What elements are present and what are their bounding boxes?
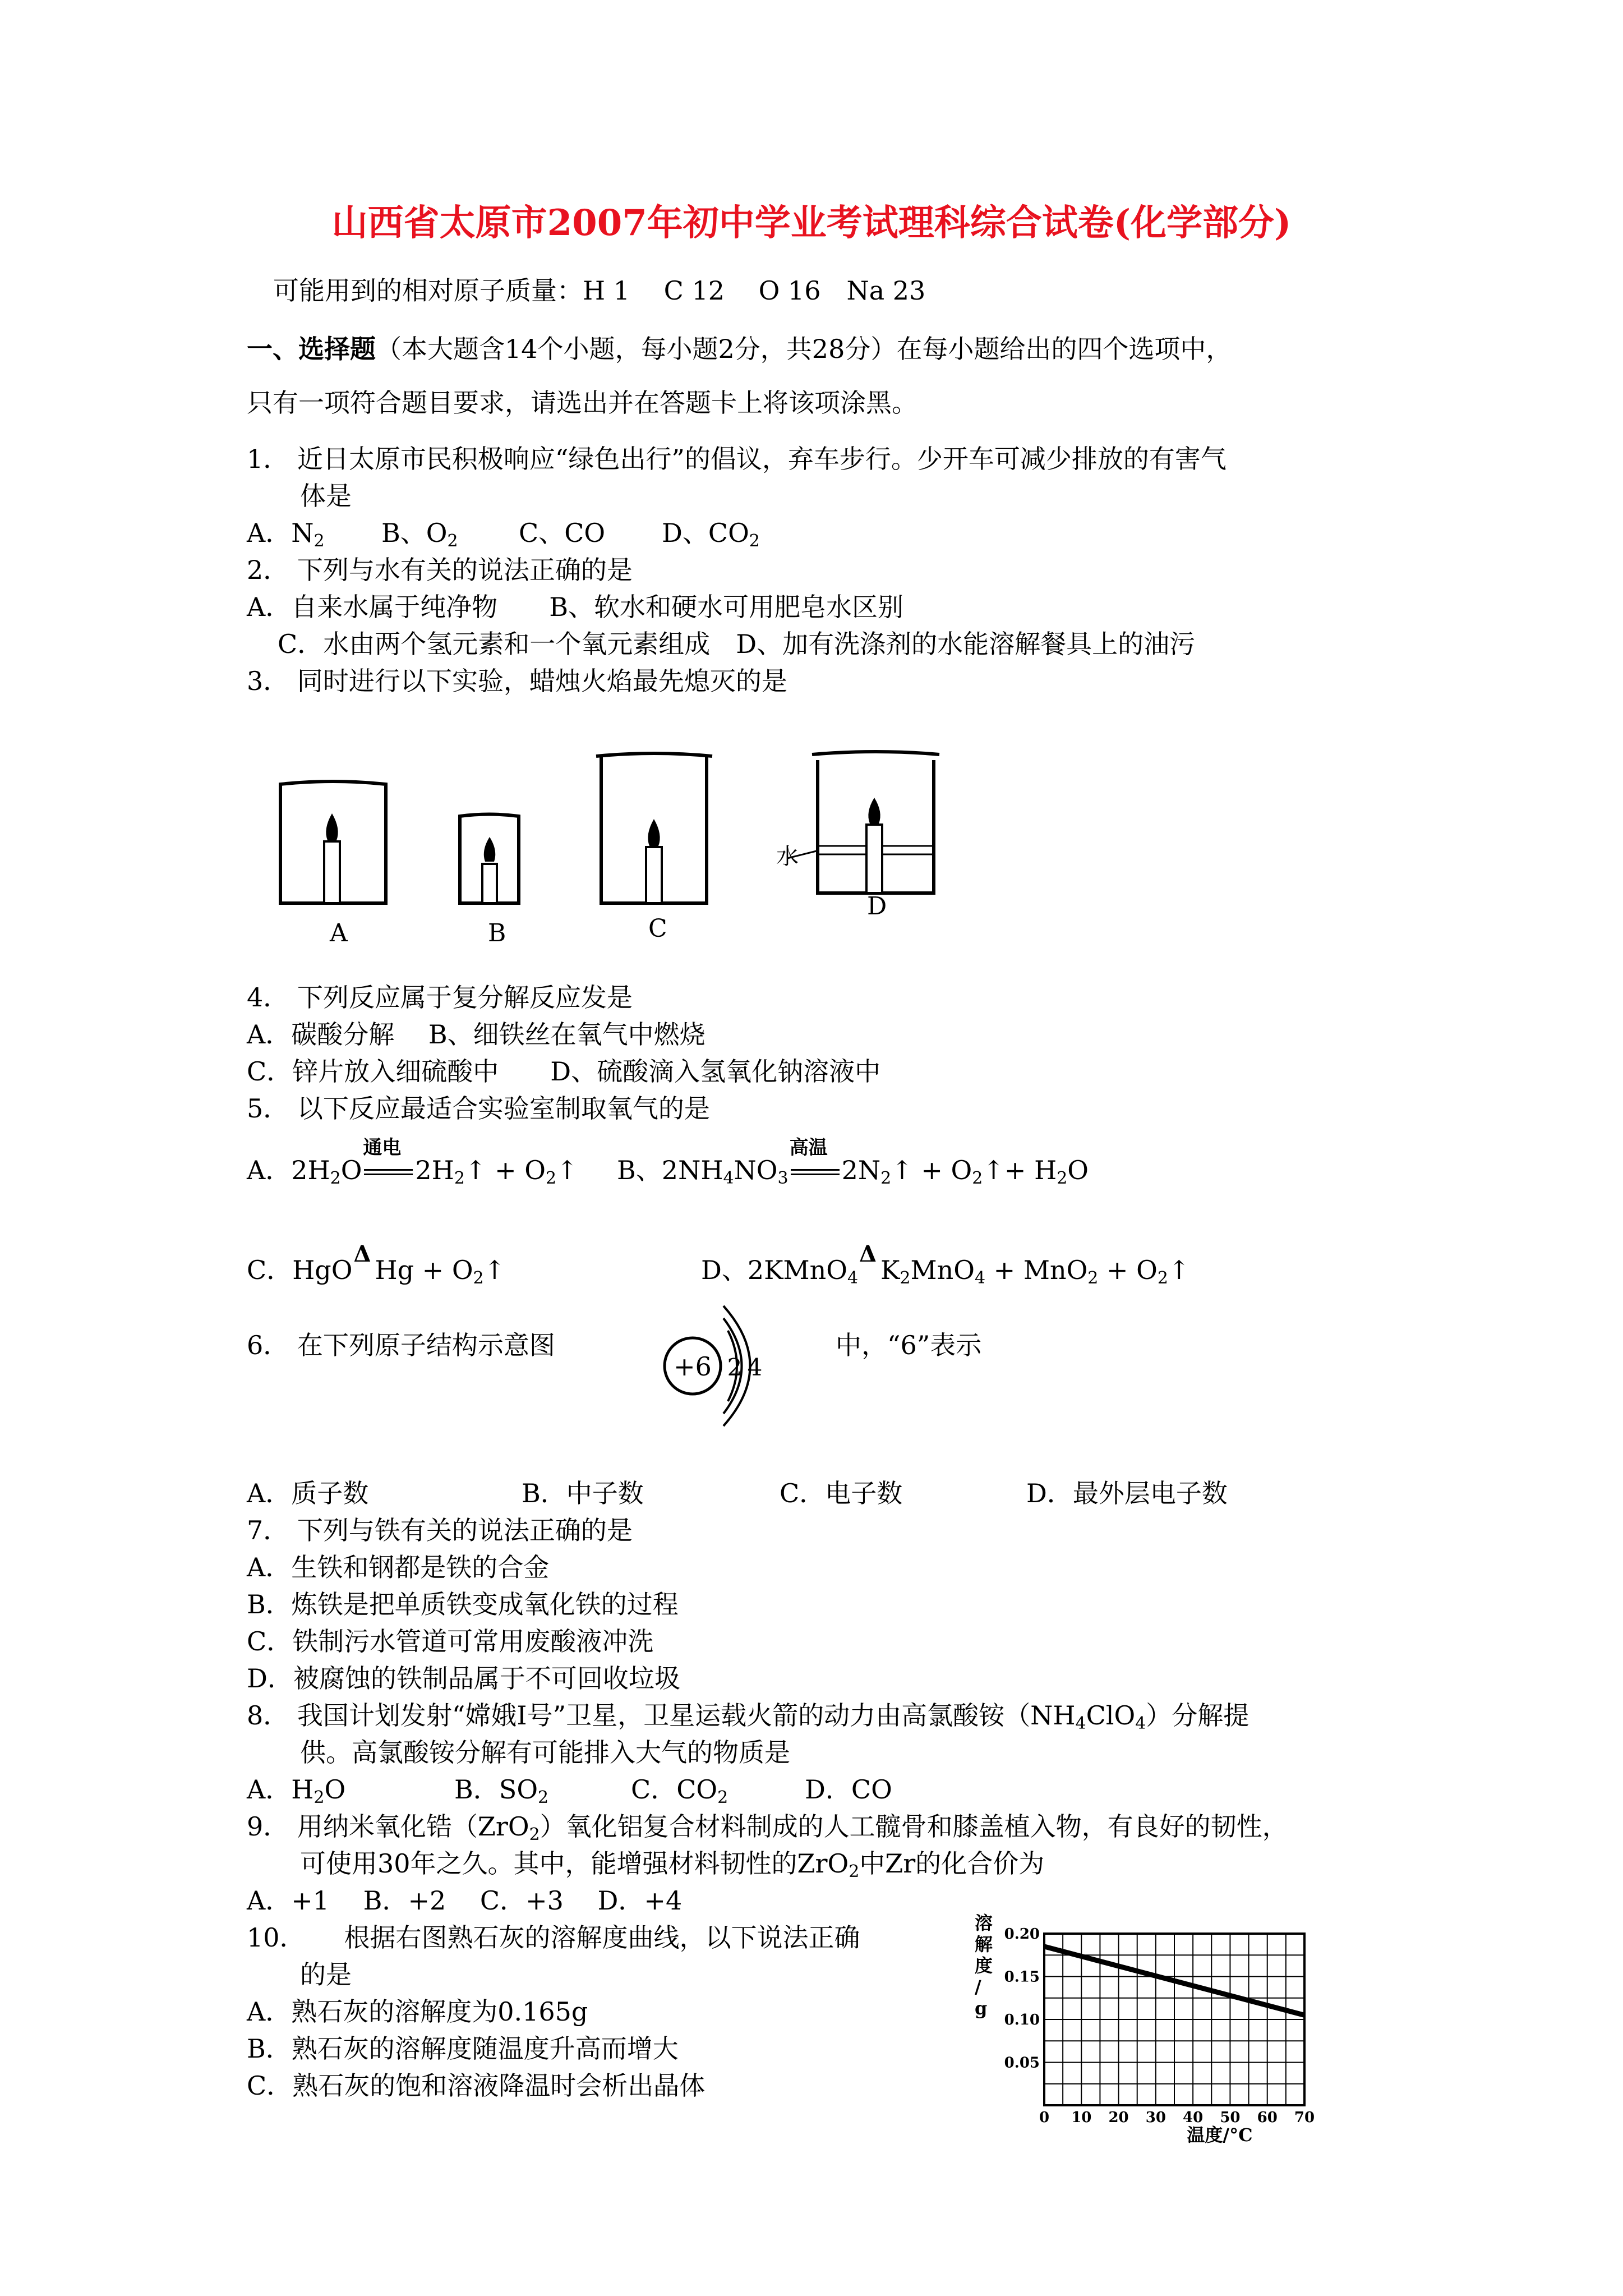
- q7-stem: 7． 下列与铁有关的说法正确的是: [247, 1515, 633, 1545]
- q7-option-c: C．铁制污水管道可常用废酸液冲洗: [247, 1626, 654, 1657]
- q2-options-ab: A．自来水属于纯净物 B、软水和硬水可用肥皂水区别: [247, 592, 904, 622]
- chart-x-tick-label: 10: [1071, 2109, 1092, 2126]
- q7-option-a: A．生铁和钢都是铁的合金: [247, 1552, 550, 1582]
- q8-stem: 8． 我国计划发射“嫦娥Ⅰ号”卫星，卫星运载火箭的动力由高氯酸铵$(NH_4ClO_4)$分解提: [247, 1700, 1249, 1733]
- q8-option-a: A．$H_2O$: [247, 1774, 346, 1807]
- q5-cond-a: 通电: [363, 1137, 402, 1159]
- q1-option-c: C、CO: [519, 518, 606, 548]
- chart-x-tick-label: 0: [1039, 2109, 1050, 2126]
- chart-x-tick-label: 70: [1294, 2109, 1315, 2126]
- q1-stem-2: 体是: [300, 481, 352, 511]
- chart-x-tick-label: 60: [1257, 2109, 1278, 2126]
- q10-stem: 10． 根据右图熟石灰的溶解度曲线，以下说法正确: [247, 1922, 860, 1953]
- q6-option-a: A．质子数: [247, 1478, 369, 1508]
- beaker-label-d: D: [867, 892, 887, 921]
- chart-y-label-char: g: [975, 1998, 988, 2019]
- atomic-mass-line: 可能用到的相对原子质量：H 1 C 12 O 16 Na 23: [273, 275, 926, 306]
- atom-shell2-electrons: 4: [747, 1354, 763, 1381]
- atom-shell1-electrons: 2: [727, 1354, 743, 1381]
- page-title: 山西省太原市2007年初中学业考试理科综合试卷(化学部分): [331, 202, 1292, 244]
- q3-stem: 3． 同时进行以下实验，蜡烛火焰最先熄灭的是: [247, 666, 787, 696]
- chart-y-label-char: 解: [975, 1934, 993, 1955]
- q6-option-b: B．中子数: [522, 1478, 644, 1508]
- chart-y-axis-label: [975, 1912, 993, 2019]
- q2-options-cd: C．水由两个氢元素和一个氧元素组成 D、加有洗涤剂的水能溶解餐具上的油污: [278, 629, 1196, 659]
- q10-stem-2: 的是: [300, 1959, 352, 1990]
- q5-option-d: D、2KMnO$_4$ Δ $K_2MnO_4 + MnO_2$ + $O_2↑$: [701, 1254, 1190, 1286]
- q1-option-d: D、$CO_2$: [662, 518, 760, 551]
- section1-label: 一、选择题: [247, 334, 376, 364]
- q9-stem-2: 可使用30年之久。其中，能增强材料韧性的ZrO$_2$中Zr的化合价为: [300, 1848, 1045, 1881]
- section1-intro: [247, 333, 1232, 365]
- q9-stem: 9． 用纳米氧化锆（ZrO$_2$）氧化铝复合材料制成的人工髋骨和膝盖植入物，有良好的韧性，: [247, 1811, 1288, 1844]
- chart-y-tick-label: 0.10: [1004, 2012, 1040, 2028]
- q6-option-d: D．最外层电子数: [1026, 1478, 1228, 1508]
- beaker-label-b: B: [488, 919, 506, 947]
- q5-cond-b: 高温: [789, 1137, 828, 1159]
- chart-x-tick-label: 40: [1183, 2109, 1204, 2126]
- q1-option-b: B、$O_2$: [381, 518, 458, 551]
- atom-nucleus-label: +6: [674, 1351, 712, 1382]
- q8-stem-2: 供。高氯酸铵分解有可能排入大气的物质是: [300, 1737, 790, 1768]
- q10-option-c: C．熟石灰的饱和溶液降温时会析出晶体: [247, 2070, 706, 2101]
- q6-stem: 6． 在下列原子结构示意图: [247, 1330, 555, 1360]
- chart-y-label-char: /: [975, 1976, 981, 1998]
- chart-x-tick-label: 50: [1220, 2109, 1241, 2126]
- q2-stem: 2． 下列与水有关的说法正确的是: [247, 555, 633, 585]
- q7-option-b: B．炼铁是把单质铁变成氧化铁的过程: [247, 1589, 679, 1619]
- chart-y-tick-label: 0.05: [1004, 2054, 1040, 2072]
- section1-intro-2: 只有一项符合题目要求，请选出并在答题卡上将该项涂黑。: [247, 388, 917, 418]
- q9-options: A．+1 B．+2 C．+3 D．+4: [247, 1885, 683, 1916]
- q5-option-c: C．HgO Δ $Hg + O_2↑$: [247, 1254, 505, 1286]
- chart-x-axis-label: 温度/°C: [1187, 2124, 1253, 2146]
- q5-delta-c: Δ: [353, 1241, 371, 1267]
- q4-options-cd: C．锌片放入细硫酸中 D、硫酸滴入氢氧化钠溶液中: [247, 1056, 881, 1087]
- q1-stem: 1． 近日太原市民积极响应“绿色出行”的倡议，弃车步行。少开车可减少排放的有害气: [247, 444, 1227, 474]
- q1-option-a: A．$N_2$: [247, 518, 325, 551]
- chart-x-tick-label: 30: [1145, 2109, 1166, 2126]
- beaker-label-a: A: [330, 919, 348, 947]
- q8-option-d: D．CO: [805, 1774, 892, 1805]
- q5-delta-d: Δ: [859, 1241, 877, 1267]
- atom-structure-diagram: [662, 1296, 796, 1436]
- q6-option-c: C．电子数: [780, 1478, 903, 1508]
- chart-y-tick-label: 0.15: [1004, 1968, 1040, 1986]
- chart-x-tick-label: 20: [1108, 2109, 1129, 2126]
- q10-option-a: A．熟石灰的溶解度为0.165g: [247, 1996, 588, 2027]
- q5-option-b: B、$2NH_4NO_3$ 高温 $2N_2↑$ + $O_2↑+ H_2O$: [617, 1154, 1089, 1186]
- q10-option-b: B．熟石灰的溶解度随温度升高而增大: [247, 2033, 679, 2064]
- q4-options-ab: A．碳酸分解 B、细铁丝在氧气中燃烧: [247, 1019, 706, 1050]
- beaker-label-c: C: [648, 914, 667, 943]
- chart-y-label-char: 度: [975, 1955, 993, 1976]
- chart-y-label-char: 溶: [975, 1912, 993, 1934]
- solubility-chart: [953, 1910, 1335, 2151]
- q3-beaker-figure: [258, 746, 965, 954]
- q5-stem: 5． 以下反应最适合实验室制取氧气的是: [247, 1093, 710, 1124]
- q6-stem-after: 中，“6”表示: [836, 1330, 982, 1360]
- q8-option-c: C．$CO_2$: [631, 1774, 728, 1807]
- section1-intro-text: （本大题含14个小题，每小题2分，共28分）在每小题给出的四个选项中，: [376, 334, 1232, 364]
- q7-option-d: D．被腐蚀的铁制品属于不可回收垃圾: [247, 1663, 680, 1694]
- q8-option-b: B．$SO_2$: [454, 1774, 549, 1807]
- water-label: 水: [776, 844, 799, 869]
- chart-y-tick-label: 0.20: [1004, 1926, 1040, 1943]
- q4-stem: 4． 下列反应属于复分解反应发是: [247, 982, 633, 1013]
- q5-option-a: A．$2H_2O$ 通电 $2H_2↑$ + $O_2↑$: [247, 1154, 578, 1186]
